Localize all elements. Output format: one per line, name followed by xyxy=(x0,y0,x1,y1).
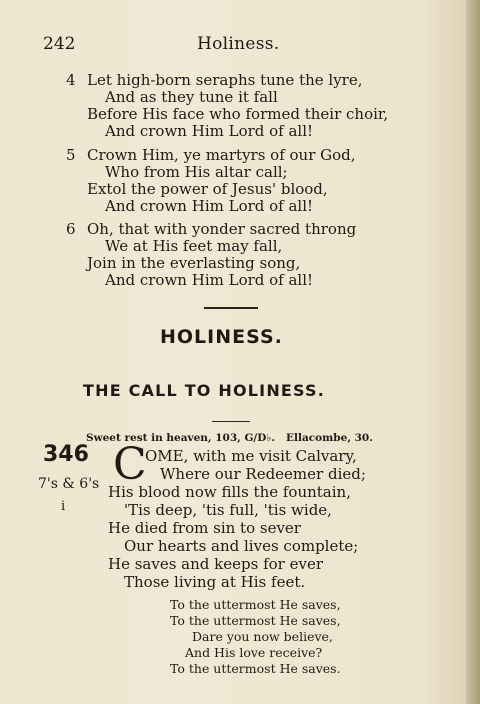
verse-line: Crown Him, ye martyrs of our God, xyxy=(87,146,356,164)
chorus-line: And His love receive? xyxy=(185,645,323,660)
verse-line: We at His feet may fall, xyxy=(105,237,283,255)
hymn-line: He saves and keeps for ever xyxy=(108,555,323,573)
hymn-line: Our hearts and lives complete; xyxy=(124,537,359,555)
verse-number: 6 xyxy=(66,220,76,238)
verse-line: And crown Him Lord of all! xyxy=(105,271,314,289)
verse-number: 5 xyxy=(66,146,76,164)
page-edge xyxy=(466,0,480,704)
section-divider xyxy=(204,307,258,309)
verse-number: 4 xyxy=(66,71,76,89)
verse-line: Oh, that with yonder sacred throng xyxy=(87,220,357,238)
drop-cap: C xyxy=(113,439,147,490)
verse-line: Before His face who formed their choir, xyxy=(87,105,389,123)
verse-line: Let high-born seraphs tune the lyre, xyxy=(87,71,363,89)
hymn-meter: 7's & 6's xyxy=(38,476,100,492)
hymn-line: 'Tis deep, 'tis full, 'tis wide, xyxy=(124,501,332,519)
hymn-line: He died from sin to sever xyxy=(108,519,301,537)
hymn-line: His blood now fills the fountain, xyxy=(108,483,351,501)
tune-name: Ellacombe, 30. xyxy=(286,432,373,444)
chorus-line: To the uttermost He saves, xyxy=(170,597,341,612)
hymn-number: 346 xyxy=(43,442,89,467)
verse-line: And as they tune it fall xyxy=(105,88,278,106)
chorus-line: To the uttermost He saves. xyxy=(170,661,341,676)
title-divider xyxy=(212,421,250,422)
verse-line: Who from His altar call; xyxy=(105,163,288,181)
tune-mark: i xyxy=(61,499,66,514)
verse-line: And crown Him Lord of all! xyxy=(105,122,314,140)
hymn-line: OME, with me visit Calvary, xyxy=(145,447,357,465)
hymn-line: Those living at His feet. xyxy=(124,573,306,591)
hymn-line: Where our Redeemer died; xyxy=(160,465,366,483)
page-number: 242 xyxy=(43,34,76,54)
hymn-title: THE CALL TO HOLINESS. xyxy=(83,381,326,400)
chorus-line: To the uttermost He saves, xyxy=(170,613,341,628)
verse-line: And crown Him Lord of all! xyxy=(105,197,314,215)
chorus-line: Dare you now believe, xyxy=(192,629,333,644)
verse-line: Join in the everlasting song, xyxy=(87,254,301,272)
section-heading: HOLINESS. xyxy=(160,326,283,348)
running-head: Holiness. xyxy=(197,34,280,54)
tune-reference: Sweet rest in heaven, 103, G/D♭. xyxy=(86,432,275,444)
verse-line: Extol the power of Jesus' blood, xyxy=(87,180,328,198)
